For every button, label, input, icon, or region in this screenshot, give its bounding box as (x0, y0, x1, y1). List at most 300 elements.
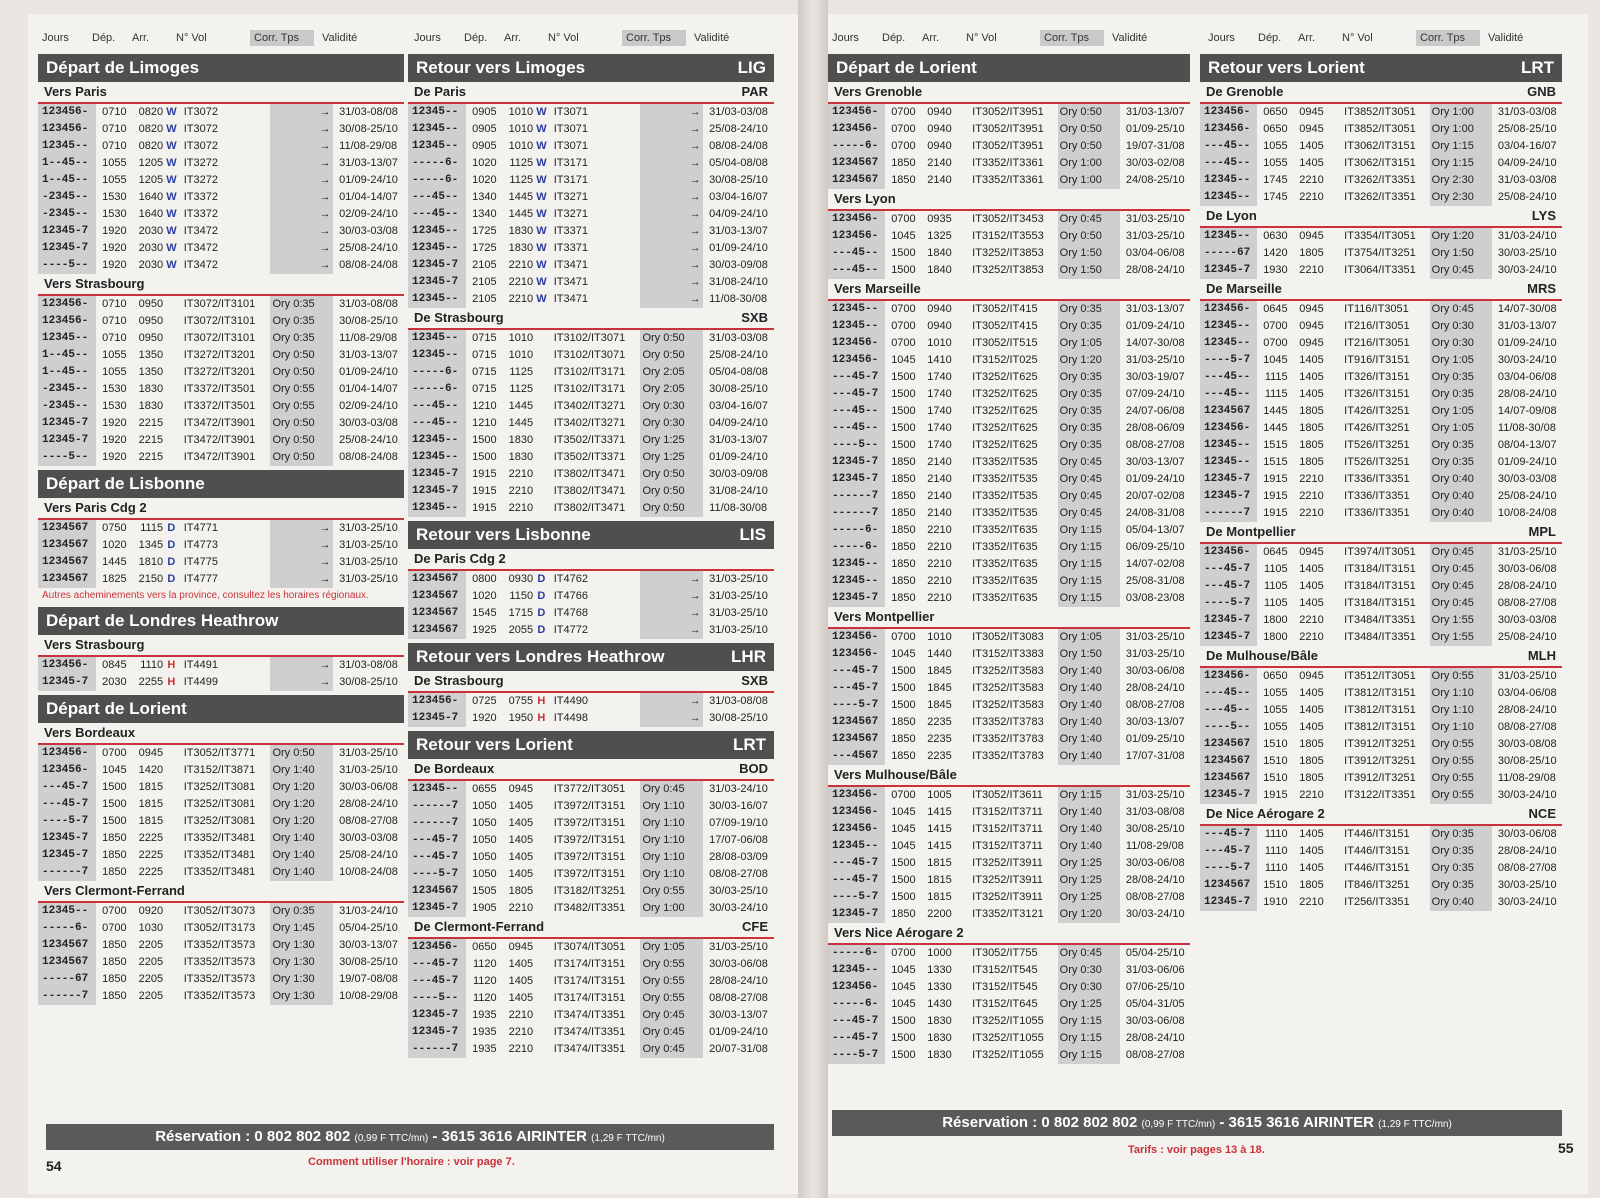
flight-number: IT4498 (553, 712, 588, 724)
arrival-time: 1350 (138, 366, 164, 378)
departure-time: 0645 (1263, 303, 1288, 315)
flight-number: IT3174/IT3151 (553, 958, 626, 970)
flight-number: IT3062/IT3151 (1344, 157, 1416, 169)
route-code: MRS (1527, 281, 1556, 296)
connection: Ory 2:05 (640, 364, 687, 381)
flight-row (828, 262, 1190, 279)
arrival-time: 2210 (1299, 789, 1324, 801)
arrival-time: 1405 (508, 958, 534, 970)
flight-number: IT3171 (553, 157, 588, 169)
flight-number: IT3474/IT3351 (553, 1026, 626, 1038)
direct-arrow (1104, 352, 1120, 369)
validity-period: 08/08-24/08 (709, 140, 768, 152)
connection: Ory 1:15 (1058, 573, 1104, 590)
connection (640, 121, 687, 138)
connection (270, 674, 317, 691)
validity-period: 03/04-16/07 (709, 191, 768, 203)
departure-time: 0700 (891, 140, 916, 152)
aircraft-code: W (536, 242, 547, 254)
validity-period: 31/03-13/07 (1497, 320, 1557, 332)
aircraft-code: W (536, 276, 547, 288)
direct-arrow: → (687, 172, 703, 189)
flight-row (38, 172, 404, 189)
departure-time: 1850 (891, 908, 916, 920)
direct-arrow (687, 990, 703, 1007)
flight-row (1200, 787, 1562, 804)
arrival-time: 2225 (138, 866, 164, 878)
aircraft-code (954, 386, 966, 403)
connection: Ory 0:50 (640, 466, 687, 483)
direct-arrow (687, 483, 703, 500)
operating-days: ---45-7 (38, 796, 96, 813)
aircraft-code (954, 731, 966, 748)
aircraft-code (165, 971, 178, 988)
direct-arrow (1104, 1013, 1120, 1030)
direct-arrow (1476, 685, 1492, 702)
validity-period: 31/03-25/10 (709, 573, 768, 585)
departure-time: 1850 (102, 939, 127, 951)
departure-time: 1800 (1263, 614, 1288, 626)
arrival-time: 2210 (1299, 490, 1324, 502)
flight-number: IT3152/IT025 (972, 354, 1038, 366)
departure-time: 1045 (891, 806, 916, 818)
operating-days: 1--45-- (38, 155, 96, 172)
arrival-time: 2210 (1299, 614, 1324, 626)
departure-time: 1055 (102, 349, 127, 361)
operating-days: 1234567 (408, 883, 466, 900)
aircraft-code (165, 364, 178, 381)
route-name: Vers Bordeaux (44, 725, 136, 740)
arrival-time: 1640 (138, 208, 164, 220)
flight-number: IT3052/IT3611 (972, 789, 1043, 801)
aircraft-code: W (166, 242, 177, 254)
airport-code: LHR (731, 647, 766, 666)
arrival-time: 0945 (508, 783, 534, 795)
departure-time: 1445 (1263, 405, 1288, 417)
direct-arrow (1104, 697, 1120, 714)
validity-period: 08/08-27/08 (1125, 699, 1185, 711)
flight-row (408, 330, 774, 347)
aircraft-code: D (537, 624, 546, 636)
aircraft-code: D (167, 539, 176, 551)
departure-time: 1850 (891, 507, 916, 519)
col-dep: Dép. (92, 32, 116, 44)
aircraft-code: H (167, 676, 176, 688)
direct-arrow (1104, 138, 1120, 155)
departure-time: 0650 (1263, 123, 1288, 135)
flight-number: IT3352/IT3783 (972, 750, 1044, 762)
departure-time: 1120 (473, 958, 497, 970)
connection (270, 223, 317, 240)
departure-time: 1050 (472, 817, 497, 829)
flight-row (38, 920, 404, 937)
aircraft-code (165, 903, 178, 920)
direct-arrow (1104, 505, 1120, 522)
arrival-time: 1405 (1299, 845, 1324, 857)
operating-days: 12345-- (1200, 335, 1257, 352)
flight-row (828, 403, 1190, 420)
route-name: Vers Mulhouse/Bâle (834, 767, 957, 782)
aircraft-code (1326, 736, 1338, 753)
departure-time: 1915 (1263, 473, 1288, 485)
direct-arrow (1104, 996, 1120, 1013)
aircraft-code (165, 313, 178, 330)
connection: Ory 0:50 (1058, 228, 1104, 245)
arrival-time: 1740 (927, 422, 952, 434)
connection: Ory 1:25 (1058, 996, 1104, 1013)
connection: Ory 0:35 (1058, 386, 1104, 403)
aircraft-code (535, 1007, 548, 1024)
column-header-right-1 (832, 28, 1168, 48)
connection: Ory 0:55 (640, 973, 687, 990)
flight-row (828, 821, 1190, 838)
operating-days: 123456- (38, 296, 96, 313)
direct-arrow (1476, 189, 1492, 206)
aircraft-code (954, 121, 966, 138)
section-title: Départ de Lisbonne (46, 474, 205, 493)
validity-period: 14/07-30/08 (1125, 337, 1185, 349)
arrival-time: 2210 (1299, 191, 1324, 203)
flight-number: IT3252/IT3853 (972, 247, 1044, 259)
validity-period: 30/03-06/08 (1125, 1015, 1185, 1027)
departure-time: 1935 (472, 1026, 497, 1038)
arrival-time: 1830 (508, 451, 534, 463)
connection: Ory 0:35 (270, 903, 317, 920)
aircraft-code (954, 1047, 966, 1064)
aircraft-code (1326, 685, 1338, 702)
departure-time: 0700 (891, 123, 916, 135)
departure-time: 1915 (1263, 507, 1288, 519)
departure-time: 0650 (472, 941, 497, 953)
flight-row (828, 539, 1190, 556)
col-days: Jours (1208, 32, 1235, 44)
connection: Ory 1:55 (1430, 629, 1476, 646)
operating-days: -----67 (38, 971, 96, 988)
flight-number: IT3352/IT3783 (972, 733, 1044, 745)
departure-time: 1050 (472, 868, 497, 880)
aircraft-code (1326, 753, 1338, 770)
operating-days: 12345-7 (1200, 471, 1257, 488)
flight-row (1200, 121, 1562, 138)
flight-row (828, 979, 1190, 996)
flight-number: IT3252/IT625 (972, 371, 1038, 383)
validity-period: 28/08-24/10 (1125, 264, 1185, 276)
flight-number: IT3402/IT3271 (553, 417, 626, 429)
validity-period: 28/08-24/10 (1125, 1032, 1185, 1044)
flight-row (828, 437, 1190, 454)
validity-period: 03/04-06/08 (1125, 247, 1185, 259)
direct-arrow (1104, 437, 1120, 454)
connection: Ory 1:15 (1058, 590, 1104, 607)
direct-arrow (1476, 403, 1492, 420)
flight-row (38, 206, 404, 223)
operating-days: 12345-7 (408, 466, 466, 483)
arrival-time: 0945 (1299, 106, 1324, 118)
flight-row (828, 906, 1190, 923)
flight-number: IT4499 (183, 676, 218, 688)
aircraft-code: W (166, 106, 177, 118)
connection: Ory 0:50 (640, 330, 687, 347)
flight-number: IT3174/IT3151 (553, 975, 626, 987)
section-title: Départ de Lorient (46, 699, 187, 718)
direct-arrow (1476, 578, 1492, 595)
timetable-column-right-2 (1200, 54, 1562, 915)
operating-days: -----6- (38, 920, 96, 937)
connection: Ory 0:45 (1058, 488, 1104, 505)
tariff-hint: Tarifs : voir pages 13 à 18. (1128, 1144, 1265, 1156)
direct-arrow (1476, 787, 1492, 804)
col-days: Jours (414, 32, 441, 44)
connection (640, 693, 687, 710)
arrival-time: 2205 (138, 973, 164, 985)
validity-period: 19/07-31/08 (1125, 140, 1185, 152)
operating-days: ---45-7 (408, 849, 466, 866)
col-flight: N° Vol (548, 32, 579, 44)
validity-period: 30/03-13/07 (709, 1009, 768, 1021)
flight-row (408, 866, 774, 883)
departure-time: 1920 (102, 259, 127, 271)
arrival-time: 0945 (1299, 337, 1324, 349)
flight-number: IT3072 (183, 140, 218, 152)
connection (270, 520, 317, 537)
arrival-time: 1830 (508, 225, 534, 237)
validity-period: 30/03-06/08 (1497, 563, 1557, 575)
aircraft-code (1326, 629, 1338, 646)
flight-number: IT426/IT3251 (1344, 405, 1410, 417)
connection: Ory 1:40 (270, 762, 317, 779)
column-header-left-2 (414, 28, 750, 48)
validity-period: 05/04-08/08 (709, 366, 768, 378)
flight-row (828, 748, 1190, 765)
flight-row (828, 386, 1190, 403)
flight-number: IT3912/IT3251 (1344, 772, 1416, 784)
arrival-time: 1805 (1299, 439, 1324, 451)
operating-days: -----6- (828, 522, 885, 539)
departure-time: 1745 (1263, 174, 1288, 186)
operating-days: 1234567 (408, 571, 466, 588)
flight-row (408, 138, 774, 155)
operating-days: 12345-- (1200, 228, 1257, 245)
flight-number: IT3372 (183, 191, 218, 203)
flight-number: IT3472/IT3901 (183, 417, 256, 429)
flight-number: IT3852/IT3051 (1344, 123, 1416, 135)
flight-row (828, 663, 1190, 680)
validity-period: 31/03-03/08 (709, 106, 768, 118)
flight-number: IT4773 (183, 539, 218, 551)
departure-time: 1500 (891, 388, 916, 400)
aircraft-code (165, 830, 178, 847)
connection: Ory 1:20 (1430, 228, 1476, 245)
departure-time: 1055 (1263, 157, 1288, 169)
departure-time: 1925 (472, 624, 497, 636)
connection: Ory 0:55 (270, 398, 317, 415)
direct-arrow (1104, 386, 1120, 403)
flight-number: IT3252/IT3911 (972, 874, 1043, 886)
departure-time: 0650 (1263, 670, 1288, 682)
departure-time: 1105 (1264, 597, 1288, 609)
aircraft-code: D (167, 522, 176, 534)
arrival-time: 1440 (927, 648, 952, 660)
flight-row (1200, 369, 1562, 386)
operating-days: 12345-- (38, 138, 96, 155)
flight-number: IT3152/IT545 (972, 964, 1038, 976)
direct-arrow (1104, 573, 1120, 590)
flight-row (408, 364, 774, 381)
operating-days: -----67 (1200, 245, 1257, 262)
operating-days: ---45-7 (408, 956, 466, 973)
aircraft-code (954, 556, 966, 573)
connection: Ory 1:50 (1430, 245, 1476, 262)
direct-arrow: → (317, 155, 333, 172)
departure-time: 1850 (891, 490, 916, 502)
arrival-time: 1405 (508, 817, 534, 829)
aircraft-code (535, 883, 548, 900)
departure-time: 0710 (102, 106, 127, 118)
validity-period: 11/08-30/08 (709, 293, 768, 305)
flight-row (1200, 228, 1562, 245)
direct-arrow (1476, 668, 1492, 685)
operating-days: 12345-- (408, 121, 466, 138)
departure-time: 1500 (891, 1049, 916, 1061)
arrival-time: 2210 (927, 524, 952, 536)
flight-row (1200, 702, 1562, 719)
validity-period: 11/08-30/08 (709, 502, 768, 514)
operating-days: 123456- (408, 693, 466, 710)
flight-number: IT3152/IT3711 (972, 823, 1043, 835)
connection: Ory 1:00 (1430, 104, 1476, 121)
aircraft-code (954, 488, 966, 505)
flight-number: IT3052/IT3173 (183, 922, 256, 934)
aircraft-code (165, 796, 178, 813)
route-header (408, 917, 774, 939)
arrival-time: 1010 (508, 106, 534, 118)
connection: Ory 0:35 (1430, 826, 1476, 843)
flight-row (828, 680, 1190, 697)
operating-days: 123456- (828, 121, 885, 138)
flight-number: IT3252/IT1055 (972, 1015, 1044, 1027)
aircraft-code (535, 990, 548, 1007)
flight-row (408, 973, 774, 990)
direct-arrow (1476, 437, 1492, 454)
operating-days: ---45-7 (408, 973, 466, 990)
operating-days: 12345-- (828, 556, 885, 573)
arrival-time: 0935 (927, 213, 952, 225)
arrival-time: 1740 (927, 371, 952, 383)
arrival-time: 1405 (1299, 157, 1324, 169)
arrival-time: 2210 (927, 575, 952, 587)
aircraft-code (954, 245, 966, 262)
validity-period: 31/03-08/08 (339, 106, 398, 118)
direct-arrow: → (687, 291, 703, 308)
operating-days: 12345-7 (828, 590, 885, 607)
validity-period: 28/08-24/10 (1497, 580, 1557, 592)
connection: Ory 1:20 (270, 779, 317, 796)
departure-time: 1500 (891, 405, 916, 417)
col-validity: Validité (694, 32, 730, 44)
aircraft-code (1326, 454, 1338, 471)
validity-period: 10/08-24/08 (1497, 507, 1557, 519)
aircraft-code (954, 1013, 966, 1030)
departure-time: 1500 (891, 874, 916, 886)
validity-period: 28/08-03/09 (709, 851, 768, 863)
operating-days: 12345-7 (1200, 262, 1257, 279)
arrival-time: 2215 (138, 451, 164, 463)
direct-arrow (1104, 301, 1120, 318)
flight-number: IT3252/IT1055 (972, 1049, 1044, 1061)
validity-period: 25/08-24/10 (339, 242, 398, 254)
direct-arrow (1104, 731, 1120, 748)
flight-row (38, 415, 404, 432)
flight-row (828, 1030, 1190, 1047)
departure-time: 0710 (102, 332, 127, 344)
operating-days: 12345-7 (1200, 629, 1257, 646)
departure-time: 1545 (472, 607, 497, 619)
arrival-time: 1000 (927, 947, 952, 959)
validity-period: 07/09-24/10 (1125, 388, 1185, 400)
connection: Ory 0:35 (1430, 843, 1476, 860)
departure-time: 0700 (102, 922, 127, 934)
flight-number: IT3052/IT3951 (972, 140, 1044, 152)
flight-row (828, 172, 1190, 189)
direct-arrow (317, 920, 333, 937)
operating-days: 12345-- (828, 573, 885, 590)
arrival-time: 2210 (508, 1043, 534, 1055)
flight-number: IT3352/IT3573 (183, 956, 256, 968)
direct-arrow: → (317, 240, 333, 257)
flight-row (1200, 138, 1562, 155)
operating-days: -----6- (408, 155, 466, 172)
connection: Ory 0:45 (640, 1024, 687, 1041)
direct-arrow (1104, 962, 1120, 979)
connection (270, 257, 317, 274)
flight-row (408, 104, 774, 121)
aircraft-code (1326, 787, 1338, 804)
arrival-time: 1405 (508, 834, 534, 846)
validity-period: 05/04-08/08 (709, 157, 768, 169)
aircraft-code (954, 369, 966, 386)
validity-period: 31/03-25/10 (1497, 546, 1557, 558)
connection: Ory 0:30 (1430, 318, 1476, 335)
validity-period: 20/07-31/08 (709, 1043, 768, 1055)
arrival-time: 1805 (1299, 456, 1324, 468)
flight-number: IT3062/IT3151 (1344, 140, 1416, 152)
departure-time: 1115 (1264, 371, 1288, 383)
flight-number: IT3802/IT3471 (553, 502, 626, 514)
connection: Ory 1:55 (1430, 612, 1476, 629)
connection: Ory 1:30 (270, 971, 317, 988)
section-header (38, 54, 404, 82)
operating-days: 123456- (828, 787, 885, 804)
operating-days: 1--45-- (38, 172, 96, 189)
flight-number: IT3352/IT3783 (972, 716, 1044, 728)
connection: Ory 0:45 (1430, 262, 1476, 279)
connection: Ory 1:00 (1058, 155, 1104, 172)
flight-number: IT3074/IT3051 (553, 941, 626, 953)
operating-days: 123456- (1200, 301, 1257, 318)
timetable-section (408, 54, 774, 517)
connection: Ory 1:30 (270, 988, 317, 1005)
departure-time: 1445 (1263, 422, 1288, 434)
page-number: 55 (1558, 1140, 1574, 1156)
flight-number: IT3352/IT3481 (183, 866, 256, 878)
flight-row (1200, 505, 1562, 522)
operating-days: 123456- (828, 104, 885, 121)
aircraft-code (165, 779, 178, 796)
operating-days: -----6- (828, 996, 885, 1013)
operating-days: ---45-7 (828, 386, 885, 403)
flight-row (1200, 826, 1562, 843)
operating-days: ---4567 (828, 748, 885, 765)
